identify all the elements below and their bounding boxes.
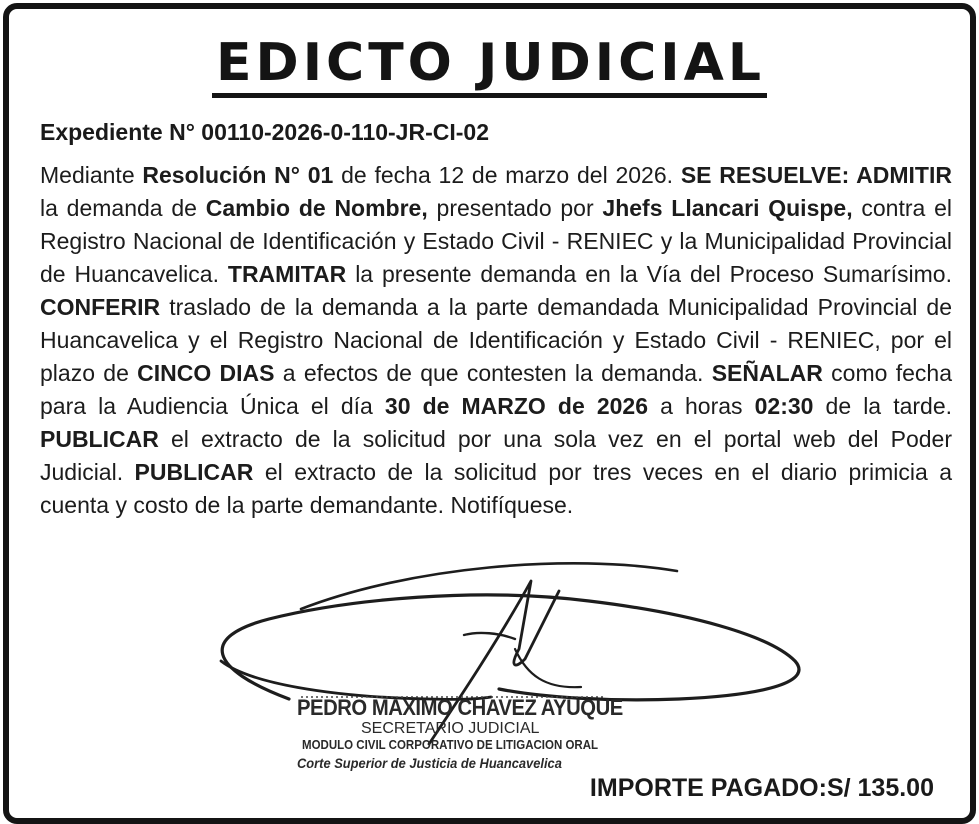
amount-paid: IMPORTE PAGADO:S/ 135.00	[589, 774, 934, 802]
expediente-number: Expediente N° 00110-2026-0-110-JR-CI-02	[40, 119, 489, 145]
body-text-run: de la tarde.	[813, 393, 953, 419]
body-bold-run: 30 de MARZO de 2026	[384, 393, 649, 419]
signatory-name: PEDRO MAXIMO CHAVEZ AYUQUE	[297, 695, 623, 720]
signatory-court: Corte Superior de Justicia de Huancavelica	[297, 755, 562, 771]
body-bold-run: Jhefs Llancari Quispe,	[602, 195, 853, 221]
edict-title	[9, 33, 970, 98]
signature-block	[209, 549, 829, 779]
body-text-run: el extracto de la solicitud por tres veces en el diario primicia a cuenta y costo de la parte demandante. Notifíquese.	[40, 459, 952, 518]
body-bold-run: PUBLICAR	[134, 459, 254, 485]
body-text-run: contra el Registro Nacional de Identificación y Estado Civil - RENIEC y la Municipalidad Provincial de Huancavelica.	[40, 195, 952, 287]
edict-body	[40, 159, 952, 522]
body-text-run: a efectos de que contesten la demanda.	[274, 360, 712, 386]
edict-frame	[3, 3, 976, 824]
body-bold-run: TRAMITAR	[227, 261, 347, 287]
body-text-run: presentado por	[427, 195, 603, 221]
body-text-run: como fecha para la Audiencia Única el día	[40, 360, 952, 419]
body-text-run: de fecha 12 de marzo del 2026.	[333, 162, 681, 188]
body-bold-run: PUBLICAR	[40, 426, 159, 452]
body-bold-run: Resolución N° 01	[142, 162, 334, 188]
body-text-run: traslado de la demanda a la parte demandada Municipalidad Provincial de Huancavelica y el Registro Nacional de Identificación y Estado Civil - RENIEC, por el plazo de	[40, 294, 952, 386]
body-text-run: el extracto de la solicitud por una sola vez en el portal web del Poder Judicial.	[40, 426, 952, 485]
edict-title-text: EDICTO JUDICIAL	[212, 33, 767, 98]
body-bold-run: Cambio de Nombre,	[205, 195, 428, 221]
body-text-run: Mediante	[40, 162, 143, 188]
body-bold-run: SE RESUELVE: ADMITIR	[680, 162, 952, 188]
body-bold-run: CINCO DIAS	[137, 360, 275, 386]
body-bold-run: CONFERIR	[40, 294, 161, 320]
body-text-run: la presente demanda en la Vía del Proceso Sumarísimo.	[346, 261, 952, 287]
body-bold-run: 02:30	[754, 393, 814, 419]
body-bold-run: SEÑALAR	[711, 360, 823, 386]
body-text-run: la demanda de	[40, 195, 206, 221]
signatory-role: SECRETARIO JUDICIAL	[361, 720, 540, 737]
body-text-run: a horas	[648, 393, 755, 419]
signatory-unit: MODULO CIVIL CORPORATIVO DE LITIGACION ORAL	[302, 738, 599, 752]
